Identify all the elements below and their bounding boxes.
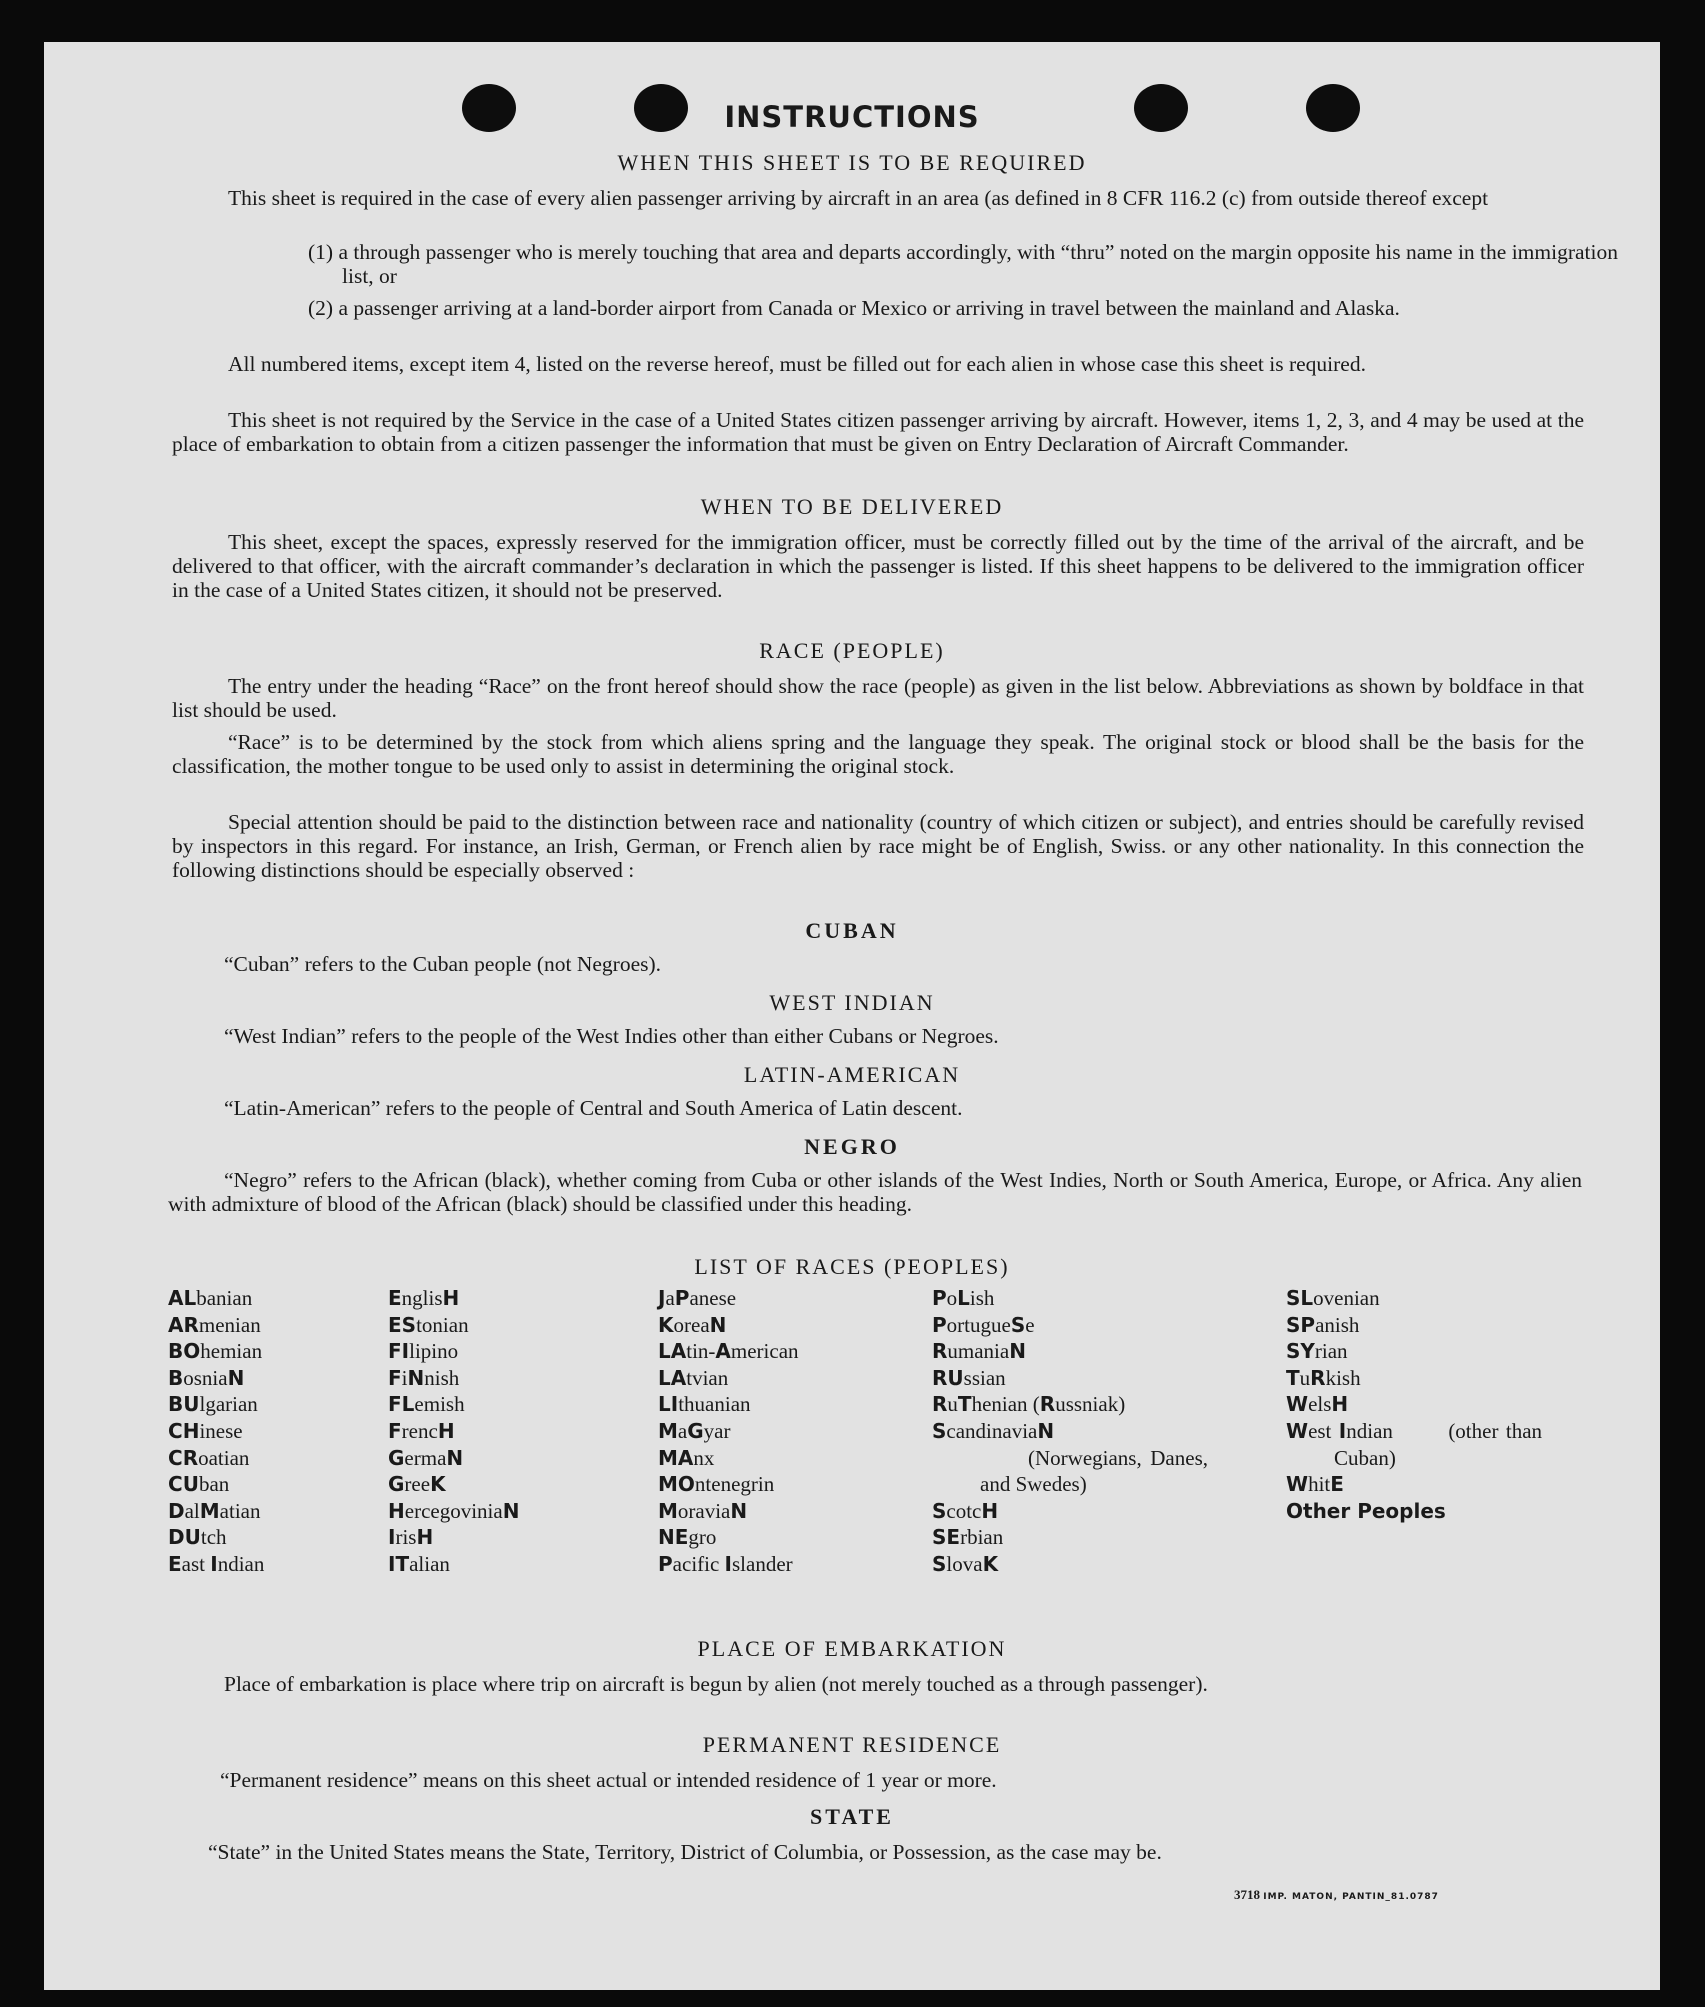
heading-west-indian: WEST INDIAN xyxy=(769,990,935,1015)
race-item: FrencH xyxy=(388,1418,455,1443)
race-item: MoraviaN xyxy=(658,1498,748,1523)
heading-required: WHEN THIS SHEET IS TO BE REQUIRED xyxy=(617,150,1087,175)
text-cuban: “Cuban” refers to the Cuban people (not Negroes). xyxy=(224,952,662,976)
race-item: CUban xyxy=(168,1472,230,1497)
heading-embarkation: PLACE OF EMBARKATION xyxy=(697,1636,1007,1661)
race-item: CRoatian xyxy=(168,1445,250,1470)
paragraph-required: This sheet is required in the case of every alien passenger arriving by aircraft in an area (as defined in 8 CFR 116.2 (c) from outside thereof except xyxy=(228,186,1489,210)
race-item: ALbanian xyxy=(168,1286,253,1310)
race-item: MAnx xyxy=(658,1445,715,1470)
race-item: RumaniaN xyxy=(932,1339,1026,1364)
race-item: LAtin-American xyxy=(658,1339,799,1364)
race-column-1 xyxy=(168,1285,374,1578)
race-item: NEgro xyxy=(658,1525,717,1550)
text-latin-american: “Latin-American” refers to the people of Central and South America of Latin descent. xyxy=(224,1096,963,1120)
exception-item-2: (2) a passenger arriving at a land-border airport from Canada or Mexico or arriving in travel between the mainland and Alaska. xyxy=(308,296,1400,320)
race-column-5 xyxy=(1286,1285,1542,1524)
document-sheet xyxy=(44,42,1660,1990)
race-item: BUlgarian xyxy=(168,1392,258,1417)
paragraph-race-entry: The entry under the heading “Race” on the front hereof should show the race (people) as given in the list below. Abbreviations as shown by boldface in that list should be used. xyxy=(172,674,1584,722)
race-item: SLovenian xyxy=(1286,1286,1380,1310)
paragraph-race-stock: “Race” is to be determined by the stock from which aliens spring and the language they speak. The original stock or blood shall be the basis for the classification, the mother tongue to be used only to assist in determining the original stock. xyxy=(172,730,1584,778)
heading-negro: NEGRO xyxy=(804,1134,900,1159)
form-number: 3718 xyxy=(1234,1887,1260,1902)
race-column-3 xyxy=(658,1285,918,1578)
printer-footer xyxy=(1234,1887,1439,1903)
race-item: FLemish xyxy=(388,1392,465,1417)
race-item: SYrian xyxy=(1286,1339,1348,1364)
text-permanent-residence: “Permanent residence” means on this sheet actual or intended residence of 1 year or more. xyxy=(220,1768,997,1792)
page-title: INSTRUCTIONS xyxy=(724,100,980,134)
race-item: ScandinaviaN (Norwegians, Danes, and Swedes) xyxy=(932,1418,1208,1497)
race-item: RUssian xyxy=(932,1365,1006,1390)
race-item: FiNnish xyxy=(388,1365,460,1390)
race-item: LIthuanian xyxy=(658,1392,751,1417)
race-item: West Indian (other than Cuban) xyxy=(1286,1418,1543,1470)
race-item: MaGyar xyxy=(658,1418,731,1443)
heading-list-of-races: LIST OF RACES (PEOPLES) xyxy=(694,1254,1010,1279)
race-item: GreeK xyxy=(388,1472,446,1497)
race-item: GermaN xyxy=(388,1445,464,1470)
heading-state: STATE xyxy=(810,1804,894,1829)
heading-permanent-residence: PERMANENT RESIDENCE xyxy=(702,1732,1002,1757)
race-item: EnglisH xyxy=(388,1286,460,1310)
race-item: ITalian xyxy=(388,1551,450,1576)
paragraph-embarkation: Place of embarkation is place where trip on aircraft is begun by alien (not merely touched as a through passenger). xyxy=(224,1672,1208,1696)
race-item: EStonian xyxy=(388,1312,469,1337)
race-item: East Indian xyxy=(168,1551,265,1576)
race-item: WhitE xyxy=(1286,1472,1344,1497)
race-item: ARmenian xyxy=(168,1312,261,1337)
race-item: TuRkish xyxy=(1286,1365,1361,1390)
race-item: Other Peoples xyxy=(1286,1498,1446,1523)
paragraph-race-nationality: Special attention should be paid to the distinction between race and nationality (country of which citizen or subject), and entries should be carefully revised by inspectors in this regard. For instance, an Irish, German, or French alien by race might be of English, Swiss. or any other nationality. In this connection the following distinctions should be especially observed : xyxy=(172,810,1584,882)
race-item: SlovaK xyxy=(932,1551,999,1576)
heading-cuban: CUBAN xyxy=(805,918,899,943)
race-column-2 xyxy=(388,1285,628,1578)
race-item: DUtch xyxy=(168,1525,227,1550)
race-item: JaPanese xyxy=(658,1286,737,1310)
race-item: WelsH xyxy=(1286,1392,1349,1417)
race-item: DalMatian xyxy=(168,1498,261,1523)
heading-race: RACE (PEOPLE) xyxy=(759,638,945,663)
heading-delivered: WHEN TO BE DELIVERED xyxy=(700,494,1004,519)
paragraph-negro: “Negro” refers to the African (black), whether coming from Cuba or other islands of the West Indies, North or South America, Europe, or Africa. Any alien with admixture of blood of the African (black) should be classified under this heading. xyxy=(168,1168,1582,1216)
heading-latin-american: LATIN-AMERICAN xyxy=(743,1062,961,1087)
race-item: MOntenegrin xyxy=(658,1472,775,1497)
text-state: “State” in the United States means the State, Territory, District of Columbia, or Possession, as the case may be. xyxy=(208,1840,1162,1864)
race-item: Pacific Islander xyxy=(658,1551,793,1576)
race-item: ScotcH xyxy=(932,1498,999,1523)
text-west-indian: “West Indian” refers to the people of the West Indies other than either Cubans or Negroes. xyxy=(224,1024,999,1048)
paragraph-citizen: This sheet is not required by the Service in the case of a United States citizen passenger arriving by aircraft. However, items 1, 2, 3, and 4 may be used at the place of embarkation to obtain from a citizen passenger the information that must be given on Entry Declaration of Aircraft Commander. xyxy=(172,408,1584,456)
race-item: BosniaN xyxy=(168,1365,245,1390)
race-item: PortugueSe xyxy=(932,1312,1035,1337)
race-item: CHinese xyxy=(168,1418,243,1443)
race-item: SErbian xyxy=(932,1525,1004,1550)
race-item: IrisH xyxy=(388,1525,434,1550)
race-item: KoreaN xyxy=(658,1312,727,1337)
race-item: LAtvian xyxy=(658,1365,729,1390)
race-item: PoLish xyxy=(932,1286,995,1310)
race-item: RuThenian (Russniak) xyxy=(932,1392,1126,1417)
race-item: SPanish xyxy=(1286,1312,1360,1337)
race-column-4 xyxy=(932,1285,1208,1578)
race-item: HercegoviniaN xyxy=(388,1498,520,1523)
exception-item-1: (1) a through passenger who is merely touching that area and departs accordingly, with “thru” noted on the margin opposite his name in the immigration list, or xyxy=(308,240,1618,288)
paragraph-delivered: This sheet, except the spaces, expressly reserved for the immigration officer, must be correctly filled out by the time of the arrival of the aircraft, and be delivered to that officer, with the aircraft commander’s declaration in which the passenger is listed. If this sheet happens to be delivered to the immigration officer in the case of a United States citizen, it should not be preserved. xyxy=(172,530,1584,602)
race-item: FIlipino xyxy=(388,1339,459,1364)
paragraph-numbered-items: All numbered items, except item 4, listed on the reverse hereof, must be filled out for each alien in whose case this sheet is required. xyxy=(228,352,1366,376)
printer-imprint: IMP. MATON, PANTIN_81.0787 xyxy=(1263,1892,1439,1902)
race-item: BOhemian xyxy=(168,1339,263,1364)
